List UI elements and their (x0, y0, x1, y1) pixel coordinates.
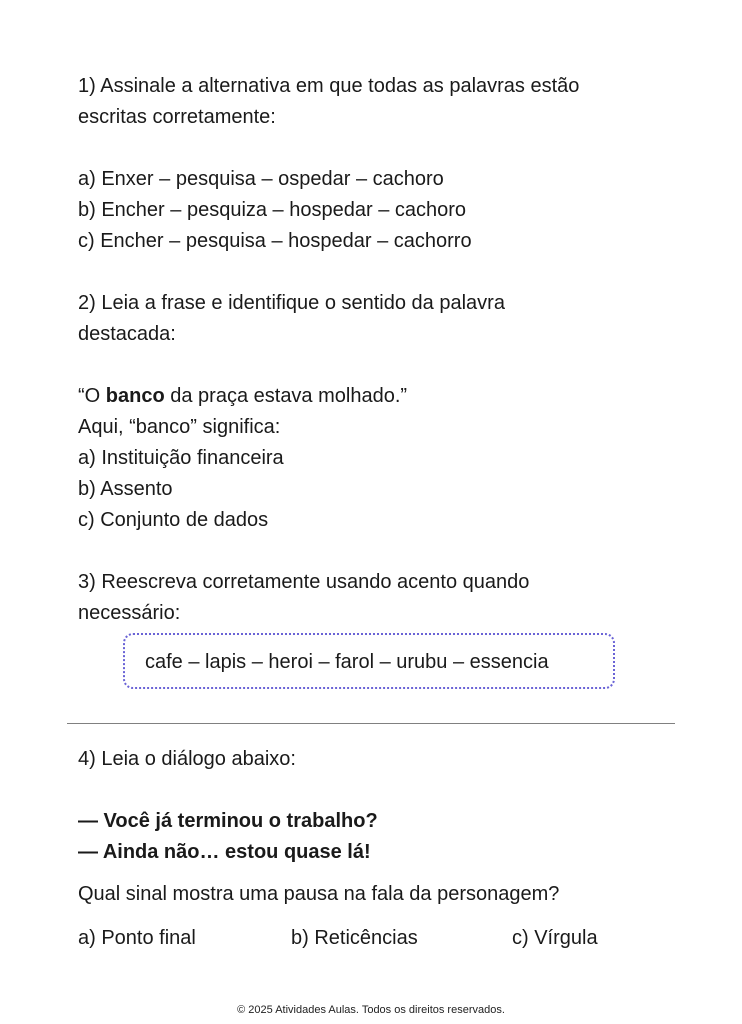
q2-prompt-line2: destacada: (78, 323, 176, 345)
section-divider (67, 723, 675, 724)
q2-prompt-line1: 2) Leia a frase e identifique o sentido da palavra (78, 292, 505, 314)
q1-prompt-line2: escritas corretamente: (78, 106, 276, 128)
q2-quote-rest: da praça estava molhado.” (164, 385, 408, 407)
q3-prompt-line2: necessário: (78, 602, 181, 624)
q3-prompt-line1: 3) Reescreva corretamente usando acento quando (78, 571, 530, 593)
q3-word-list: cafe – lapis – heroi – farol – urubu – essencia (145, 651, 549, 673)
q2-highlighted-word: banco (105, 385, 165, 407)
footer-copyright: © 2025 Atividades Aulas. Todos os direitos reservados. (237, 1004, 505, 1016)
q4-option-a: a) Ponto final (78, 927, 196, 949)
q1-prompt-line1: 1) Assinale a alternativa em que todas as palavras estão (78, 75, 580, 97)
q1-option-b: b) Encher – pesquiza – hospedar – cachoro (78, 199, 467, 221)
q1-option-a: a) Enxer – pesquisa – ospedar – cachoro (78, 168, 444, 190)
q4-dialog-line2: — Ainda não… estou quase lá! (78, 841, 371, 863)
q2-quote (78, 384, 407, 408)
q4-prompt: 4) Leia o diálogo abaixo: (78, 748, 296, 770)
q4-subprompt: Qual sinal mostra uma pausa na fala da personagem? (78, 883, 560, 905)
q3-word-box (123, 633, 615, 689)
q2-option-c: c) Conjunto de dados (78, 509, 269, 531)
q4-dialog-line1: — Você já terminou o trabalho? (78, 810, 378, 832)
q1-option-c: c) Encher – pesquisa – hospedar – cachorro (78, 230, 472, 252)
q4-option-b: b) Reticências (291, 927, 418, 949)
q4-option-c: c) Vírgula (512, 927, 598, 949)
q2-quote-open: “O (78, 385, 106, 407)
q2-option-a: a) Instituição financeira (78, 447, 284, 469)
q2-option-b: b) Assento (78, 478, 173, 500)
q2-subprompt: Aqui, “banco” significa: (78, 416, 281, 438)
